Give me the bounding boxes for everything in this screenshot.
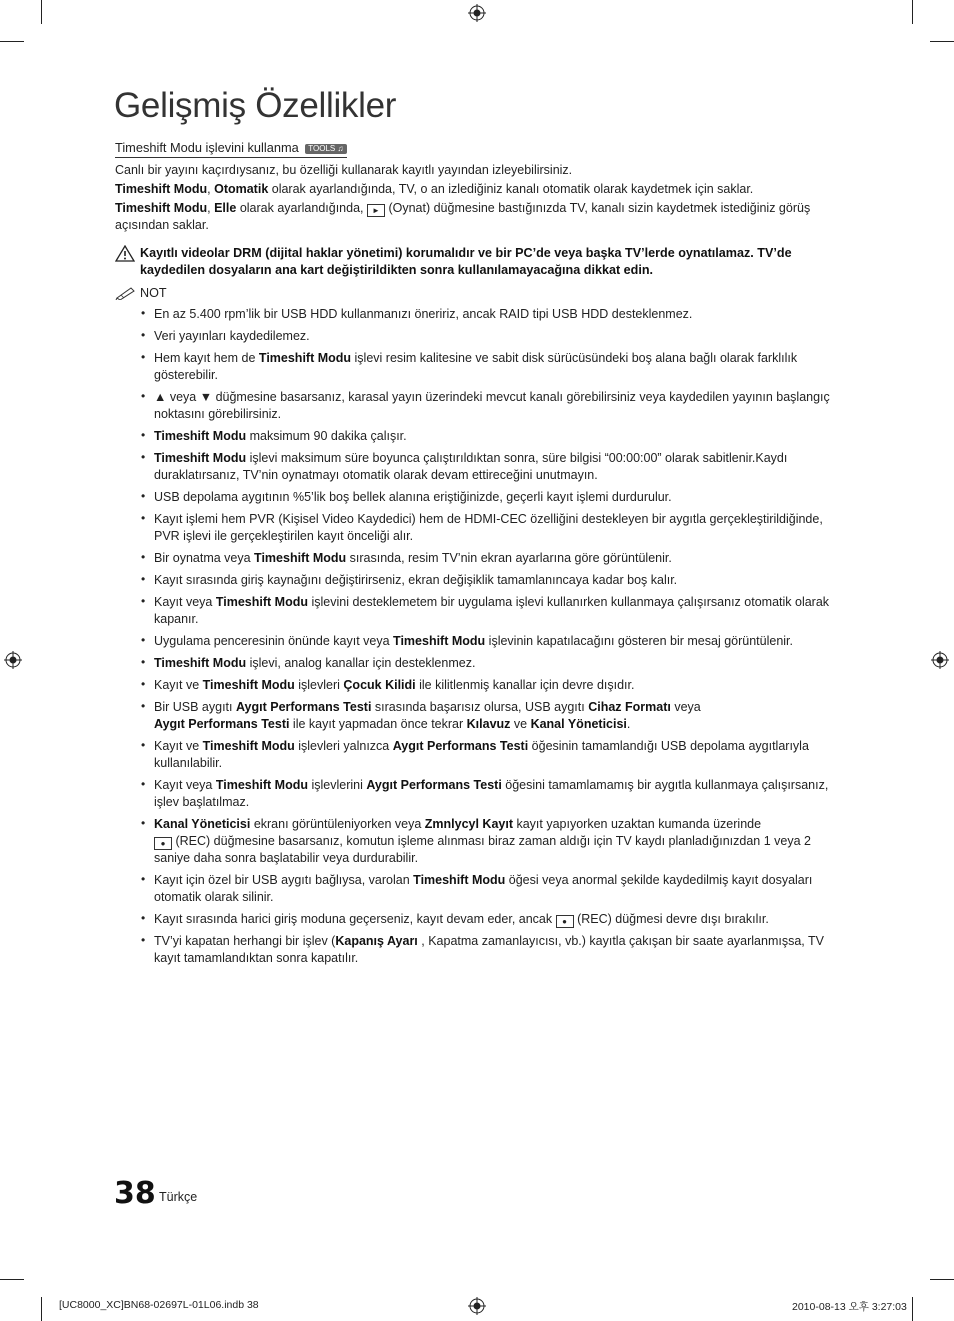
- note-list-item: [154, 306, 840, 323]
- crop-mark: [41, 0, 42, 24]
- text-span: öğesini tamamlamamış bir aygıtla kullanmaya çalışırsanız, işlev başlatılmaz.: [154, 778, 829, 809]
- bold-term: Zmnlycyl Kayıt: [424, 817, 513, 831]
- text-span: işlevleri yalnızca: [294, 739, 393, 753]
- text-span: ve: [510, 717, 531, 731]
- text-span: .: [626, 717, 631, 731]
- text-span: Bir oynatma veya: [154, 551, 255, 565]
- note-list-item: [154, 677, 840, 694]
- text-span: Kayıt için özel bir USB aygıtı bağlıysa, varolan: [154, 873, 414, 887]
- bold-term: Aygıt Performans Testi: [235, 700, 372, 714]
- bold-term: Timeshift Modu: [154, 451, 247, 465]
- play-button-icon: ►: [367, 204, 385, 217]
- rec-button-icon: ●: [154, 837, 172, 850]
- warning-icon: [115, 245, 135, 262]
- bold-term: Timeshift Modu: [258, 351, 352, 365]
- bold-term: Timeshift Modu: [215, 778, 308, 792]
- note-list-item: [154, 738, 840, 772]
- text-span: , Kapatma zamanlayıcısı, vb.) kayıtla çakışan bir saate ayarlanmışsa, TV kayıt tamamlandıktan sonra kapatılır.: [154, 934, 824, 965]
- bold-term: Timeshift Modu: [154, 429, 247, 443]
- note-list-item: [154, 350, 840, 384]
- note-list-item: [154, 699, 840, 733]
- text-span: ,: [207, 201, 215, 215]
- text-span: ile kayıt yapmadan önce tekrar: [289, 717, 467, 731]
- text-span: Veri yayınları kaydedilemez.: [154, 329, 310, 343]
- text-span: Bir USB aygıtı: [154, 700, 236, 714]
- bold-term: Timeshift Modu: [215, 595, 308, 609]
- crop-mark: [0, 41, 24, 42]
- text-span: Kayıt ve: [154, 678, 203, 692]
- note-list-item: [154, 933, 840, 967]
- text-span: Kayıt sırasında giriş kaynağını değiştirirseniz, ekran değişiklik tamamlanıncaya kadar boş kalır.: [154, 573, 678, 587]
- text-span: işlevleri: [294, 678, 344, 692]
- text-span: ile kilitlenmiş kanallar için devre dışıdır.: [415, 678, 635, 692]
- tools-badge-label: TOOLS: [308, 144, 336, 153]
- text-span: Kayıt işlemi hem PVR (Kişisel Video Kaydedici) hem de HDMI-CEC özelliğini destekleyen bir aygıtla gerçekleştirildiğinde, PVR işlevi ile gerçekleştirilen kayıt önceliği alır.: [154, 512, 823, 543]
- bold-term: Kanal Yöneticisi: [154, 817, 251, 831]
- print-slug-file: [UC8000_XC]BN68-02697L-01L06.indb 38: [59, 1299, 259, 1311]
- note-list: [115, 306, 840, 967]
- note-pencil-icon: [115, 286, 137, 300]
- text-span: Kayıt veya: [154, 778, 216, 792]
- warning-block: [115, 245, 840, 279]
- text-span: TV’yi kapatan herhangi bir işlev (: [154, 934, 336, 948]
- section-heading-underline: [115, 139, 347, 158]
- text-span: (REC) düğmesine basarsanız, komutun işleme alınması biraz zaman aldığı için TV kaydı planladığınızdan 1 veya 2 saniye daha sonra başlatabilir veya durdurabilir.: [154, 834, 811, 865]
- text-span: maksimum 90 dakika çalışır.: [246, 429, 407, 443]
- print-slug-date: 2010-08-13 오후 3:27:03: [792, 1301, 907, 1313]
- crop-mark: [912, 0, 913, 24]
- tools-badge: TOOLS ♫: [305, 144, 346, 154]
- note-list-item: [154, 389, 840, 423]
- section-heading: [115, 139, 840, 158]
- text-span: En az 5.400 rpm’lik bir USB HDD kullanmanızı öneririz, ancak RAID tipi USB HDD desteklenmez.: [154, 307, 693, 321]
- note-list-item: [154, 450, 840, 484]
- text-span: işlevi resim kalitesine ve sabit disk sürücüsündeki boş alana bağlı olarak farklılık gösterebilir.: [154, 351, 798, 382]
- bold-term: Aygıt Performans Testi: [366, 778, 502, 792]
- registration-mark-icon: [468, 4, 486, 22]
- text-span: olarak ayarlandığında, TV, o an izlediğiniz kanalı otomatik olarak kaydetmek için saklar.: [268, 182, 754, 196]
- registration-mark-icon: [931, 651, 949, 669]
- bold-term: Aygıt Performans Testi: [392, 739, 529, 753]
- text-span: sırasında, resim TV’nin ekran ayarlarına göre görüntülenir.: [346, 551, 672, 565]
- registration-mark-icon: [4, 651, 22, 669]
- bold-term: Elle: [214, 201, 237, 215]
- bold-term: Timeshift Modu: [413, 873, 506, 887]
- bold-term: Timeshift Modu: [115, 182, 208, 196]
- bold-term: Cihaz Formatı: [588, 700, 671, 714]
- bold-term: Kapanış Ayarı: [335, 934, 418, 948]
- crop-mark: [930, 41, 954, 42]
- automatic-mode-paragraph: [115, 181, 840, 198]
- bold-term: Timeshift Modu: [254, 551, 347, 565]
- bold-term: Çocuk Kilidi: [343, 678, 416, 692]
- bold-term: Timeshift Modu: [115, 201, 208, 215]
- note-heading: [115, 285, 840, 302]
- rec-button-icon: ●: [556, 915, 574, 928]
- bold-term: Timeshift Modu: [202, 678, 295, 692]
- text-span: olarak ayarlandığında,: [236, 201, 367, 215]
- text-span: işlevinin kapatılacağını gösteren bir mesaj görüntülenir.: [485, 634, 793, 648]
- bold-term: Otomatik: [214, 182, 269, 196]
- text-span: ,: [207, 182, 215, 196]
- note-list-item: [154, 550, 840, 567]
- note-list-item: [154, 572, 840, 589]
- text-span: işlevlerini: [307, 778, 367, 792]
- section-heading-text: Timeshift Modu işlevini kullanma: [115, 140, 299, 155]
- bold-term: Timeshift Modu: [154, 656, 247, 670]
- text-span: Uygulama penceresinin önünde kayıt veya: [154, 634, 394, 648]
- note-list-item: [154, 511, 840, 545]
- text-span: Hem kayıt hem de: [154, 351, 259, 365]
- text-span: işlevi maksimum süre boyunca çalıştırıldıktan sonra, süre bilgisi “00:00:00” olarak sabitlenir.Kaydı duraklatırsanız, TV’nin oynatmayı otomatik olarak devam ettireceğini unutmayın.: [154, 451, 788, 482]
- bold-term: Kılavuz: [466, 717, 511, 731]
- page-title: Gelişmiş Özellikler: [114, 86, 397, 125]
- main-content: [115, 139, 840, 972]
- note-list-item: [154, 777, 840, 811]
- note-list-item: [154, 428, 840, 445]
- text-span: (REC) düğmesi devre dışı bırakılır.: [573, 912, 769, 926]
- text-span: veya: [670, 700, 701, 714]
- intro-paragraph: Canlı bir yayını kaçırdıysanız, bu özelliği kullanarak kayıtlı yayından izleyebilirsiniz.: [115, 163, 573, 177]
- note-list-item: [154, 594, 840, 628]
- text-span: sırasında başarısız olursa, USB aygıtı: [371, 700, 589, 714]
- note-list-item: [154, 816, 840, 867]
- note-list-item: [154, 655, 840, 672]
- crop-mark: [0, 1279, 24, 1280]
- bold-term: Timeshift Modu: [393, 634, 486, 648]
- text-span: işlevi, analog kanallar için desteklenmez.: [246, 656, 476, 670]
- note-list-item: [154, 872, 840, 906]
- note-heading-text: NOT: [140, 286, 167, 300]
- text-span: Kayıt sırasında harici giriş moduna geçerseniz, kayıt devam eder, ancak: [154, 912, 556, 926]
- text-span: öğesi veya anormal şekilde kaydedilmiş kayıt dosyaları otomatik olarak silinir.: [154, 873, 813, 904]
- note-list-item: [154, 911, 840, 928]
- text-span: Kayıt ve: [154, 739, 203, 753]
- bold-term: Kanal Yöneticisi: [530, 717, 627, 731]
- text-span: (Oynat) düğmesine bastığınızda TV, kanalı sizin kaydetmek istediğiniz görüş açısından saklar.: [115, 201, 811, 232]
- text-span: USB depolama aygıtının %5’lik boş bellek alanına eriştiğinizde, geçerli kayıt işlemi durdurulur.: [154, 490, 672, 504]
- crop-mark: [41, 1297, 42, 1321]
- text-span: ekranı görüntüleniyorken veya: [250, 817, 425, 831]
- crop-mark: [930, 1279, 954, 1280]
- note-list-item: [154, 328, 840, 345]
- page-language: Türkçe: [159, 1190, 198, 1204]
- page-number: 38: [114, 1176, 156, 1211]
- bold-term: Aygıt Performans Testi: [154, 717, 290, 731]
- note-list-item: [154, 633, 840, 650]
- text-span: işlevini desteklemetem bir uygulama işlevi kullanırken kullanmaya çalışırsanız otomatik olarak kapanır.: [154, 595, 830, 626]
- bold-term: Timeshift Modu: [202, 739, 295, 753]
- note-list-item: [154, 489, 840, 506]
- warning-text: Kayıtlı videolar DRM (dijital haklar yönetimi) korumalıdır ve bir PC’de veya başka TV’lerde oynatılamaz. TV’de kaydedilen dosyaların ana kart değiştirildikten sonra kullanılamayacağına dikkat edin.: [140, 246, 792, 277]
- text-span: ▲ veya ▼ düğmesine basarsanız, karasal yayın üzerindeki mevcut kanalı görebilirsiniz veya kaydedilen yayının başlangıç noktasını görebilirsiniz.: [154, 390, 830, 421]
- text-span: öğesinin tamamlandığı USB depolama aygıtlarıyla kullanılabilir.: [154, 739, 809, 770]
- registration-mark-icon: [468, 1297, 486, 1315]
- text-span: kayıt yapıyorken uzaktan kumanda üzerinde: [513, 817, 762, 831]
- crop-mark: [912, 1297, 913, 1321]
- manual-mode-paragraph: [115, 200, 840, 234]
- text-span: Kayıt veya: [154, 595, 216, 609]
